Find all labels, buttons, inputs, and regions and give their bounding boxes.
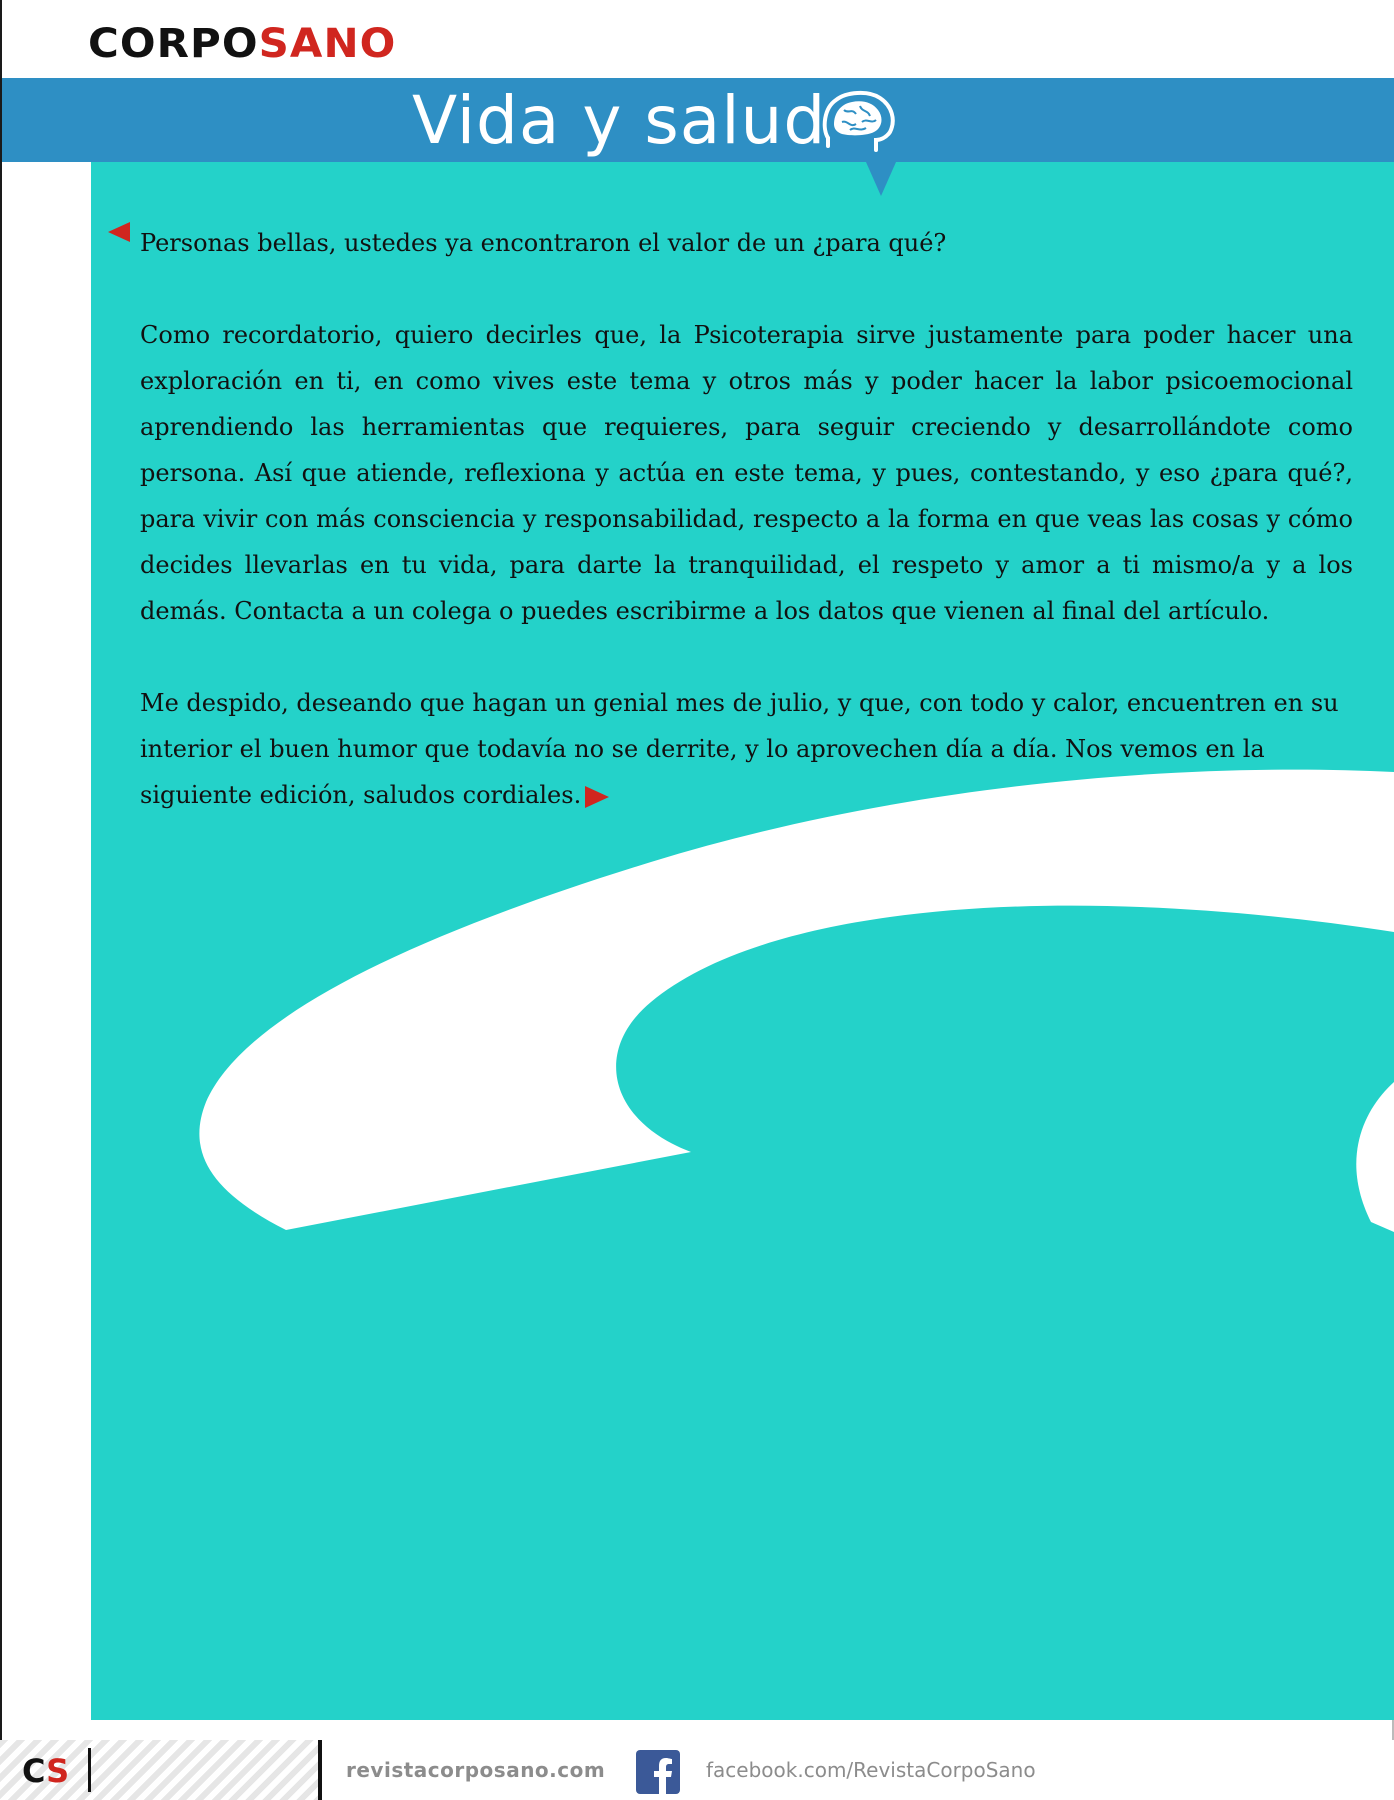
article-paragraph: Como recordatorio, quiero decirles que, la Psicoterapia sirve justamente para poder hacer una exploración en ti, en como vives este tema y otros más y poder hacer la labor psicoemocional aprendiendo las herramientas que requieres, para seguir creciendo y desarrollándote como persona. Así que atiende, reflexiona y actúa en este tema, y pues, contestando, y eso ¿para qué?, para vivir con más consciencia y responsabilidad, respecto a la forma en que veas las cosas y cómo decides llevarlas en tu vida, para darte la tranquilidad, el respeto y amor a ti mismo/a y a los demás. Contacta a un colega o puedes escribirme a los datos que vienen al final del artículo. xyxy=(140,321,1353,625)
article-paragraph-last xyxy=(140,680,1353,818)
website-link[interactable]: revistacorposano.com xyxy=(346,1758,606,1782)
start-marker-icon xyxy=(108,222,130,242)
end-marker-icon xyxy=(585,786,609,808)
logo-sano: SANO xyxy=(258,21,397,67)
cs-logo-bar xyxy=(88,1748,91,1792)
cs-logo-c: C xyxy=(22,1752,47,1790)
cs-logo xyxy=(22,1754,69,1788)
article-paragraph: Me despido, deseando que hagan un genial mes de julio, y que, con todo y calor, encuentren en su interior el buen humor que todavía no se derrite, y lo aprovechen día a día. Nos vemos en la siguiente edición, saludos cordiales. xyxy=(140,689,1339,809)
cs-logo-s: S xyxy=(46,1752,70,1790)
footer-divider xyxy=(318,1740,322,1800)
facebook-link[interactable]: facebook.com/RevistaCorpoSano xyxy=(706,1758,1036,1782)
article-text xyxy=(140,220,1353,864)
page-left-rule xyxy=(0,0,2,1800)
corposano-logo xyxy=(88,20,396,68)
brain-icon xyxy=(820,88,898,152)
page-footer xyxy=(0,1740,1394,1800)
section-title: Vida y salud xyxy=(412,82,827,159)
article-paragraph: Personas bellas, ustedes ya encontraron el valor de un ¿para qué? xyxy=(140,229,947,257)
logo-corpo: CORPO xyxy=(88,21,259,67)
facebook-icon[interactable] xyxy=(636,1750,680,1794)
header-pointer xyxy=(866,162,896,196)
